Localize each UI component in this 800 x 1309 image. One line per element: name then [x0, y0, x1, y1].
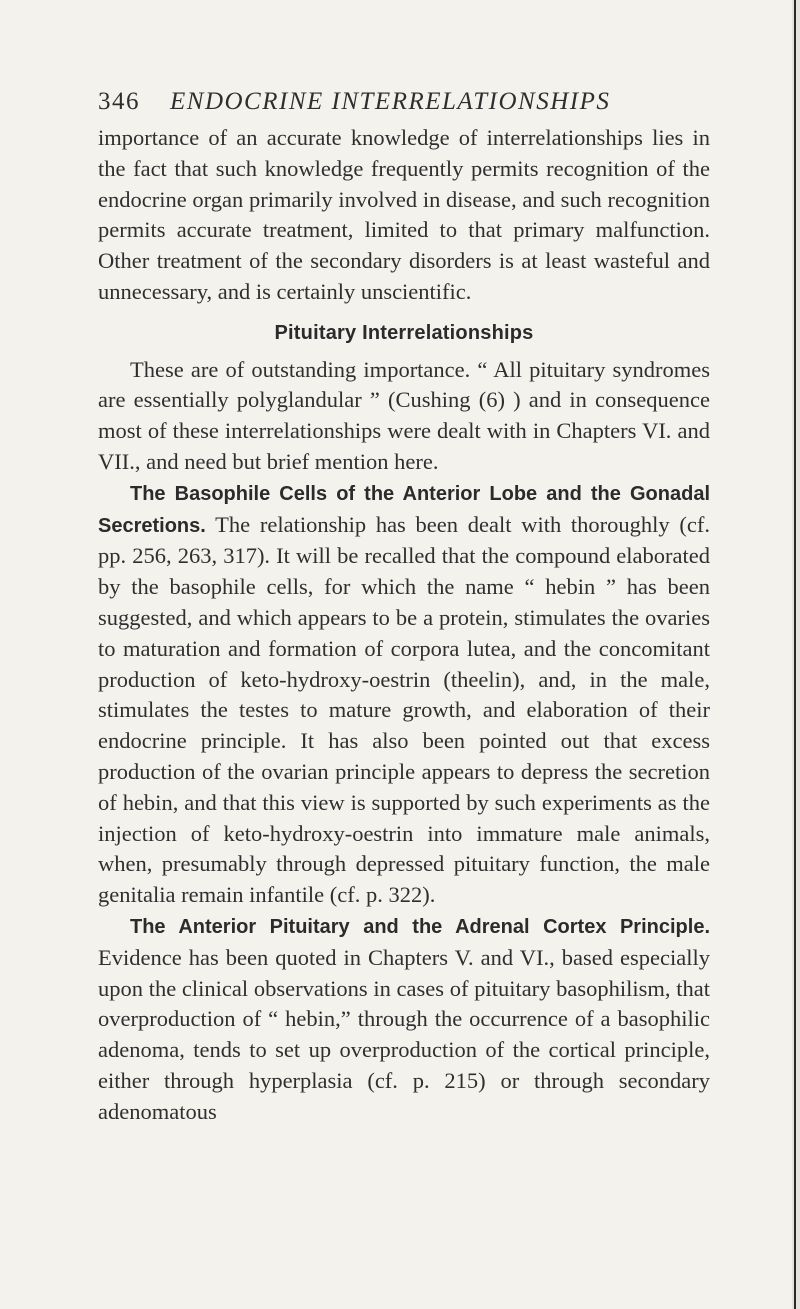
- paragraph-adrenal-cortex: [98, 911, 710, 1128]
- run-in-heading-adrenal: The Anterior Pituitary and the Adrenal Cortex Principle.: [130, 915, 710, 938]
- running-head: [98, 88, 678, 128]
- paragraph-pituitary-intro: These are of outstanding importance. “ All pituitary syndromes are essentially polyglandular ” (Cushing (6) ) and in consequence most of these interrelationships were dealt with in Chapters VI. and VII., and need but brief mention here.: [98, 356, 710, 474]
- running-title: ENDOCRINE INTERRELATIONSHIPS: [170, 88, 611, 115]
- run-in-heading-basophile: The Basophile Cells of the Anterior Lobe and the Gonadal Secretions.: [98, 482, 710, 537]
- page-edge-line: [794, 0, 796, 1309]
- page-number: 346: [98, 88, 140, 115]
- section-heading: Pituitary Interrelationships: [274, 321, 534, 344]
- paragraph-basophile-cells: [98, 478, 710, 911]
- body-text: [98, 123, 710, 1128]
- paragraph-continuation: importance of an accurate knowledge of interrelationships lies in the fact that such knowledge frequently permits recognition of the endocrine organ primarily involved in disease, and such recognition permits accurate treatment, limited to that primary malfunction. Other treatment of the secondary disorders is at least wasteful and unnecessary, and is certainly unscientific.: [98, 125, 710, 304]
- paragraph-adrenal-text: Evidence has been quoted in Chapters V. and VI., based especially upon the clinical observations in cases of pituitary basophilism, that overproduction of “ hebin,” through the occurrence of a basophilic adenoma, tends to set up overproduction of the cortical principle, either through hyperplasia (cf. p. 215) or through secondary adenomatous: [98, 944, 710, 1124]
- paragraph-basophile-text: The relationship has been dealt with thoroughly (cf. pp. 256, 263, 317). It will be recalled that the compound elaborated by the basophile cells, for which the name “ hebin ” has been suggested, and which appears to be a protein, stimulates the ovaries to maturation and formation of corpora lutea, and the concomitant production of keto-hydroxy-oestrin (theelin), and, in the male, stimulates the testes to mature growth, and elaboration of their endocrine principle. It has also been pointed out that excess production of the ovarian principle appears to depress the secretion of hebin, and that this view is supported by such experiments as the injection of keto-hydroxy-oestrin into immature male animals, when, presumably through depressed pituitary function, the male genitalia remain infantile (cf. p. 322).: [98, 511, 710, 908]
